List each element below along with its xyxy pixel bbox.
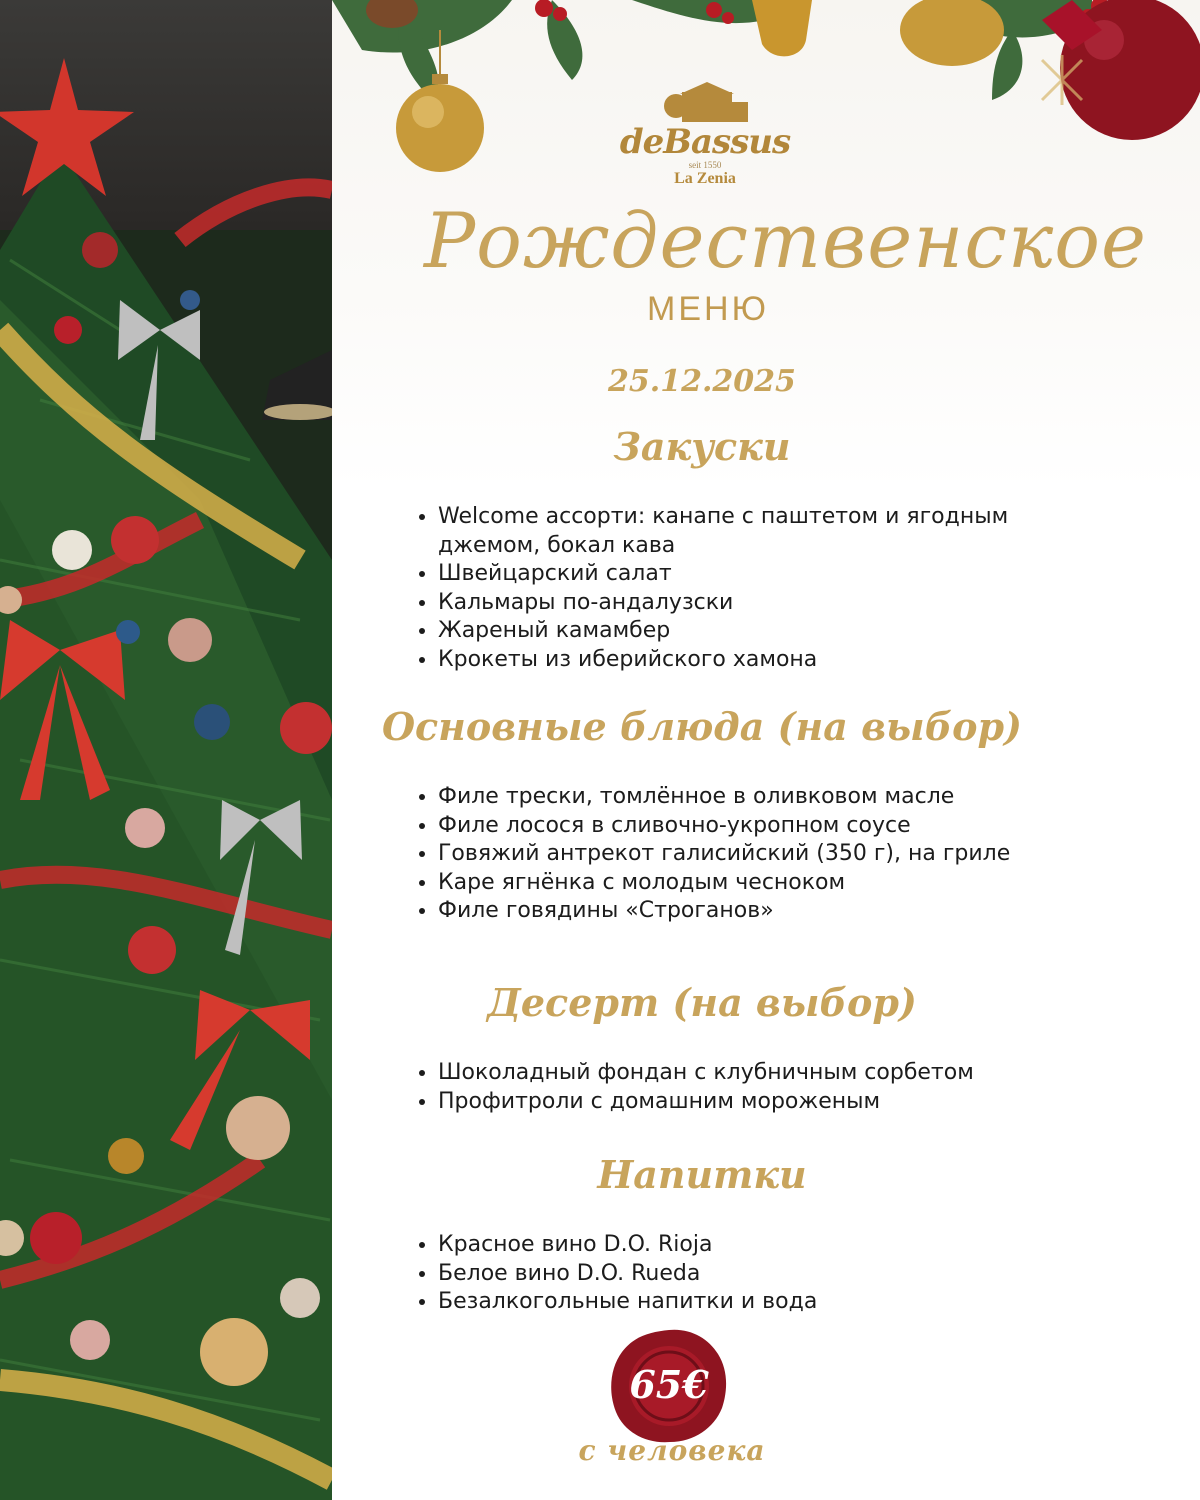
list-item: • Швейцарский салат bbox=[438, 560, 1078, 589]
list-item: • Welcome ассорти: канапе с паштетом и ягодным джемом, бокал кава bbox=[438, 503, 1078, 560]
list-item: • Филе трески, томлённое в оливковом масле bbox=[438, 783, 1078, 812]
list-item: • Каре ягнёнка с молодым чесноком bbox=[438, 869, 1078, 898]
list-item: • Красное вино D.O. Rioja bbox=[438, 1231, 1078, 1260]
christmas-tree-photo bbox=[0, 0, 332, 1500]
list-item: • Шоколадный фондан с клубничным сорбетом bbox=[438, 1059, 1078, 1088]
list-item: • Безалкогольные напитки и вода bbox=[438, 1288, 1078, 1317]
list-item: • Жареный камамбер bbox=[438, 617, 1078, 646]
restaurant-logo bbox=[612, 82, 798, 188]
menu-title: Рождественское bbox=[424, 196, 1148, 285]
brand-name: deBassus bbox=[619, 122, 791, 162]
brand-since: seit 1550 bbox=[688, 160, 722, 170]
price-amount: 65€ bbox=[629, 1362, 709, 1407]
menu-subtitle: МЕНЮ bbox=[647, 290, 769, 328]
section-title-drinks: Напитки bbox=[597, 1152, 807, 1197]
castle-icon bbox=[612, 82, 798, 122]
desserts-list bbox=[410, 1059, 1078, 1116]
menu-date: 25.12.2025 bbox=[608, 364, 796, 399]
section-title-mains: Основные блюда (на выбор) bbox=[381, 704, 1023, 749]
list-item: • Профитроли с домашним мороженым bbox=[438, 1088, 1078, 1117]
section-title-desserts: Десерт (на выбор) bbox=[487, 980, 917, 1025]
mains-list bbox=[410, 783, 1078, 926]
brand-location: La Zenia bbox=[674, 170, 736, 187]
list-item: • Говяжий антрекот галисийский (350 г), на гриле bbox=[438, 840, 1078, 869]
list-item: • Крокеты из иберийского хамона bbox=[438, 646, 1078, 675]
list-item: • Белое вино D.O. Rueda bbox=[438, 1260, 1078, 1289]
section-title-starters: Закуски bbox=[613, 424, 791, 469]
price-per-person: с человека bbox=[578, 1434, 766, 1467]
starters-list bbox=[410, 503, 1078, 674]
drinks-list bbox=[410, 1231, 1078, 1317]
christmas-tree-illustration bbox=[0, 0, 332, 1500]
list-item: • Филе лосося в сливочно-укропном соусе bbox=[438, 812, 1078, 841]
menu-panel bbox=[332, 0, 1200, 1500]
list-item: • Филе говядины «Строганов» bbox=[438, 897, 1078, 926]
list-item: • Кальмары по-андалузски bbox=[438, 589, 1078, 618]
